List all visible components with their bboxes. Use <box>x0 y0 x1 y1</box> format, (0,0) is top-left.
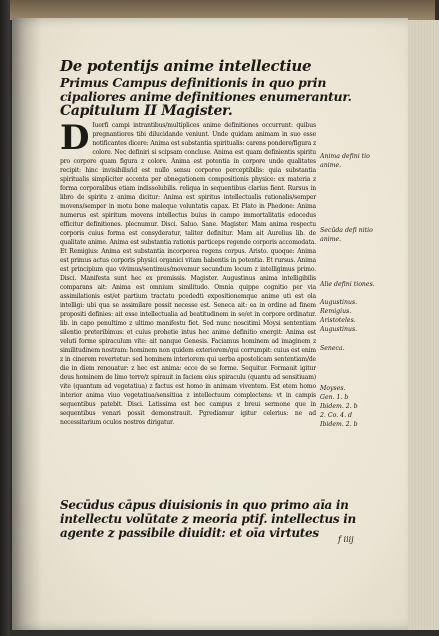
margin-note: Aristoteles. <box>320 317 356 324</box>
body-paragraph: Iuerfi campi intrantibus/multiplices anime definitiones occurrunt: quibus pregnantiores tibi dilucidande veniunt. Unde quidam animam in suo esse notificantes dicere: Anima est substantia spiritualis: carens pondere/figura z colore. Nec definiri si scipsam concluse. Anima est quam definientis spiritu pro corpore quam figura z colore. Anima est potentia in corpore unde qualitates recipit: hinc invisibilis/id est nullo sensu corporeo perceptibilis: quia substantia spiritualis simpliciter accenta per abnegationem compositionis physice: ex materia z forma corporalibus etiam indissolubilis. reliqua in sequentibus clarius fient. Rursus in libro de spiritu z anima dicitur: Anima est spiritus intellectualis rationalis/semper movens/semper in motu bone maleque voluntatis capax. Et Plato in Phedone: Anima numerus est spiritum movens intellectus buius in campo immortalitatis edocedus efficitur definitiones. plecnumur. Disci. Saluo. Sane. Magister. Mam anima respectu corporis cuius forma est consyderatur, taliter definitur. Mam ait Aurelius lib. de qualitate anime. Anima est substantia rationis particeps regende corporis accomodata. Et Remigius: Anima est substantia incorporea regens corpus. Aristo. quoque: Anima est primus actus corporis physici organici vitam habentis in potentia. Et rursus. Anima est principium quo vivimus/sentimus/movemur secundum locum z intelligimus primo. Disci. Manifesta sunt hec ex premissis. Magister. Augustinus anima intelligibilis comparans ait: Anima est omnium similitudo. Omnia quippe cognitio per via assimilationis est/et partium tractatu pcededti expositionemque anime uti est ola intelligi: ubi qua se assimilare possit necesse est. Seneca ait: ea in ordine ad finem propositi definies: ait esse intellectualia ad beatitudinem in se/et in corpore ordinatur. lib. in capo penultimo z ultimo manifestu fiet. Sed nunc noscitimi Moysi sententiam silentio preteribimus: et cuius prohetie intus hec anime definitio energit: Anima est veluti forme spiraculum vite: ait nanque Genesis. Faciamus hominem ad imaginem z similitudinem nostram: hominem non quidem exteriorem/qui corrumpit: cuius est enim z in cinerem revertetur: sed hominem interiorem qui uerba apostolicam sententiam/de die in diem renouatur: z hec est anima: ecce de se forme. Sequitur. Formauit igitur deus hominem de limo terre/z spirauit in faciem eius spiraculu (quantu ad sensitiuam) vite (quantum ad vegetatiua) z factus est homo in animam viventem. Est etem homo interior anima viuo vegetatiua/sensitiua z intellectuum complectens: vt in campis sequentibus patebit. Disci. Latissima est hec campus z breui sermone que in sequentibus venari possit demonstrauit. Pgrediamur igitur celerius: ne ad necessitarium oculos nostros dirigatur. <box>60 122 316 426</box>
margin-note: Ibidem. 2. b <box>320 403 358 410</box>
margin-note: Secūda defi nitio anime. <box>320 227 373 243</box>
page-stack-edge <box>405 20 439 630</box>
body-text <box>60 118 316 427</box>
margin-note: Remigius. <box>320 308 352 315</box>
book-cover-edge <box>0 0 10 636</box>
margin-note: Moyses. <box>320 385 346 392</box>
chapter-heading: Capitulum II Magister. <box>60 103 233 119</box>
margin-note: 2. Co. 4. d <box>320 412 352 419</box>
dropcap-initial: D <box>60 118 90 158</box>
margin-note: Augustinus. <box>320 299 358 306</box>
first-campus-heading: Primus Campus definitionis in quo prin cipaliores anime definitiones enumerantur. <box>60 75 352 104</box>
margin-note: Ibidem. 2. b <box>320 421 358 428</box>
page-heading: De potentijs anime intellectiue <box>60 57 312 75</box>
margin-note: Anima defini tio anime. <box>320 153 370 169</box>
second-campus-heading: Secūdus cāpus diuisionis in quo primo aīa in intellectu volūtate z meoria ptif. intellectus in agente z passibile diuidit: et oīa virtutes <box>60 498 356 540</box>
signature-mark: f iiij <box>338 535 354 544</box>
margin-note: Alie defini tiones. <box>320 281 375 288</box>
margin-note: Seneca. <box>320 345 345 352</box>
margin-note: Gen. 1. b <box>320 394 349 401</box>
margin-note: Augustinus. <box>320 326 358 333</box>
book-spine-edge <box>10 0 435 20</box>
